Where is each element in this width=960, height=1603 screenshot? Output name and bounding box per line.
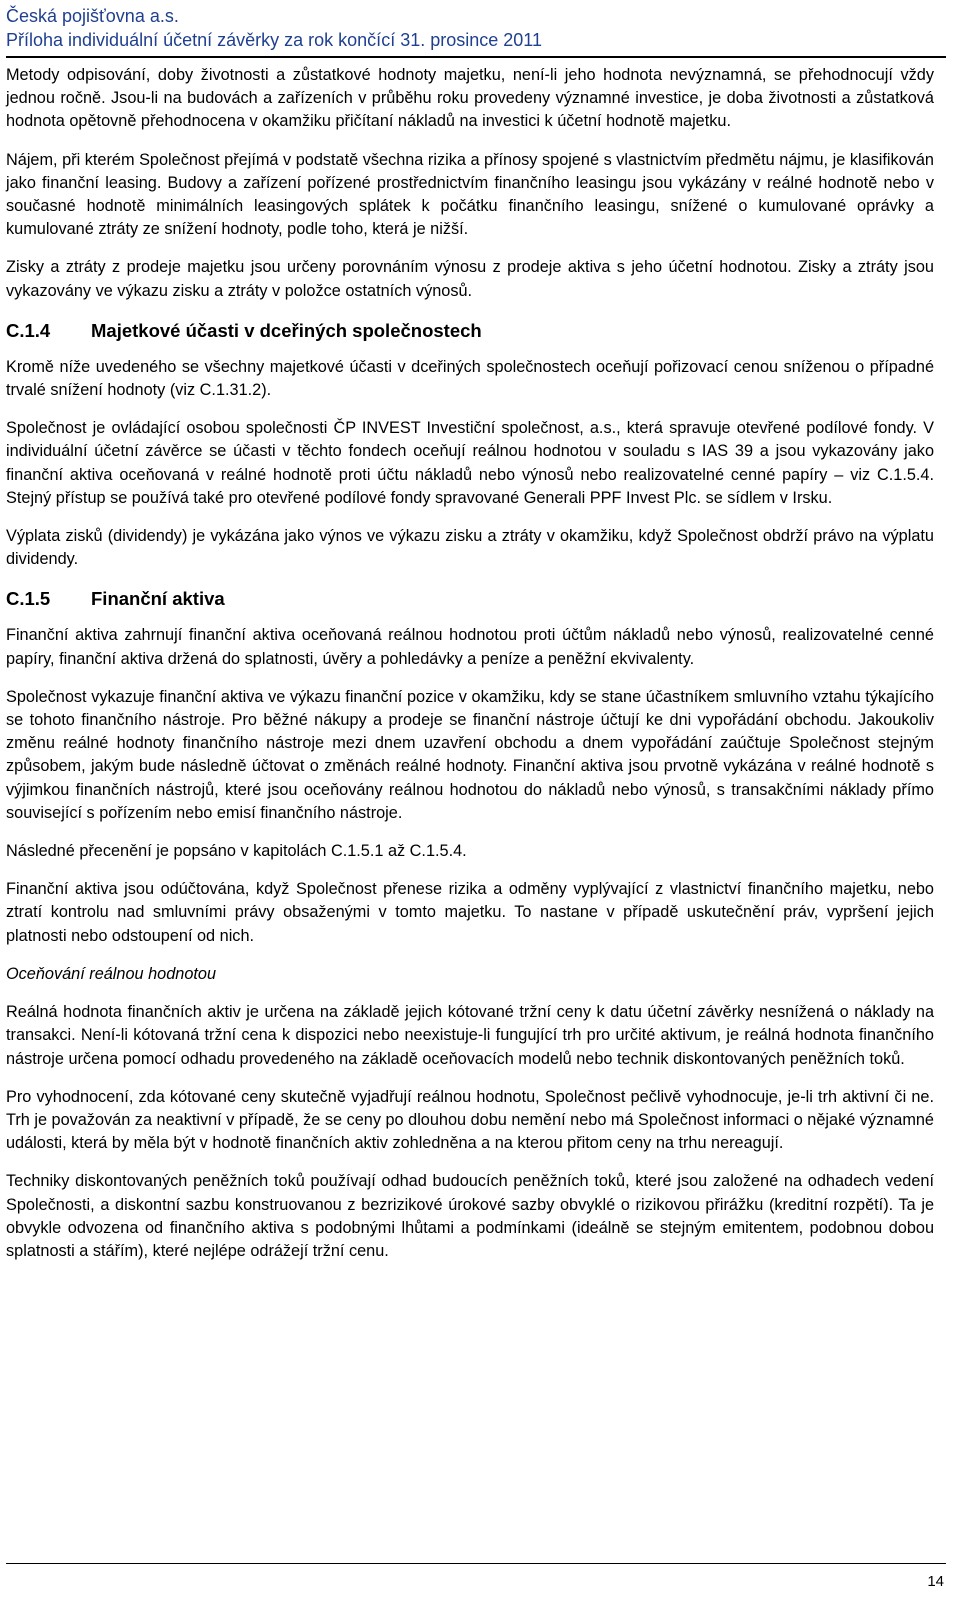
paragraph: Pro vyhodnocení, zda kótované ceny skutečně vyjadřují reálnou hodnotu, Společnost pečlivě vyhodnocuje, je-li trh aktivní či ne. Trh je považován za neaktivní v případě, že se ceny po dlouhou dobu nemění nebo má Společnost informaci o nějaké významné události, která by měla být v hodnotě finančních aktiv zohledněna a na kterou přitom ceny na trhu nereagují. [6,1087,934,1153]
subsection-heading: Oceňování reálnou hodnotou [6,964,217,983]
paragraph: Metody odpisování, doby životnosti a zůstatkové hodnoty majetku, není-li jeho hodnota nevýznamná, se přehodnocují vždy jednou ročně. Jsou-li na budovách a zařízeních v průběhu roku provedeny významné investice, je doba životnosti a zůstatková hodnota opětovně přehodnocena v okamžiku přičítaní nákladů na investici k účetní hodnotě majetku. [6,66,934,131]
paragraph: Zisky a ztráty z prodeje majetku jsou určeny porovnáním výnosu z prodeje aktiva s jeho účetní hodnotou. Zisky a ztráty jsou vykazovány ve výkazu zisku a ztráty v položce ostatních výnosů. [6,258,934,300]
header-rule [6,56,946,58]
paragraph: Finanční aktiva jsou odúčtována, když Společnost přenese rizika a odměny vyplývající z vlastnictví finančního majetku, nebo ztratí kontrolu nad smluvními právy obsaženými v tomto majetku. To nastane v případě uskutečnění práv, vypršení jejich platnosti nebo odstoupení od nich. [6,880,934,945]
paragraph: Společnost vykazuje finanční aktiva ve výkazu finanční pozice v okamžiku, kdy se stane účastníkem smluvního vztahu týkajícího se tohoto finančního nástroje. Pro běžné nákupy a prodeje se finanční nástroje účtují ke dni vypořádání obchodu. Jakoukoliv změnu reálné hodnoty finančního nástroje mezi dnem uzavření obchodu a dnem vypořádání zaúčtuje Společnost stejným způsobem, jakým bude následně účtovat o změnách reálné hodnoty. Finanční aktiva jsou prvotně vykázána v reálné hodnotě s výjimkou finančních nástrojů, které jsou oceňovány reálnou hodnotou do nákladů nebo výnosů, s transakčními náklady přímo související s pořízením nebo emisí finančního nástroje. [6,687,934,822]
paragraph: Výplata zisků (dividendy) je vykázána jako výnos ve výkazu zisku a ztráty v okamžiku, když Společnost obdrží právo na výplatu dividendy. [6,527,934,569]
paragraph: Techniky diskontovaných peněžních toků používají odhad budoucích peněžních toků, které jsou založené na odhadech vedení Společnosti, a diskontní sazbu konstruovanou z bezrizikové úrokové sazby obvyklé o rizikovou přirážku (kreditní rozpětí). Ta je obvykle odvozena od finančního aktiva s podobnými lhůtami a podmínkami (ideálně se stejným emitentem, podobnou dobou splatnosti a stářím), které nejlépe odrážejí tržní cenu. [6,1172,934,1260]
document-body [6,64,934,1278]
footer-rule [6,1563,946,1564]
paragraph: Společnost je ovládající osobou společnosti ČP INVEST Investiční společnost, a.s., která spravuje otevřené podílové fondy. V individuální účetní závěrce se účasti v těchto fondech oceňují reálnou hodnotou v souladu s IAS 39 a jsou vykazovány jako finanční aktiva oceňovaná v reálné hodnotě proti účtu nákladů nebo výnosů nebo realizovatelné cenné papíry – viz C.1.5.4. Stejný přístup se používá také pro otevřené podílové fondy spravované Generali PPF Invest Plc. se sídlem v Irsku. [6,419,934,507]
header-subtitle: Příloha individuální účetní závěrky za rok končící 31. prosince 2011 [6,30,542,50]
section-title: Finanční aktiva [91,588,225,610]
page-header [6,4,954,52]
header-company: Česká pojišťovna a.s. [6,6,179,26]
section-number: C.1.4 [6,319,51,341]
section-title: Majetkové účasti v dceřiných společnostech [91,319,482,341]
paragraph: Finanční aktiva zahrnují finanční aktiva oceňovaná reálnou hodnotou proti účtům nákladů nebo výnosů, realizovatelné cenné papíry, finanční aktiva držená do splatnosti, úvěry a pohledávky a peníze a peněžní ekvivalenty. [6,626,934,668]
paragraph: Nájem, při kterém Společnost přejímá v podstatě všechna rizika a přínosy spojené s vlastnictvím předmětu nájmu, je klasifikován jako finanční leasing. Budovy a zařízení pořízené prostřednictvím finančního leasingu jsou vykázány v reálné hodnotě nebo v současné hodnotě minimálních leasingových splátek k počátku finančního leasingu, snížené o kumulované oprávky a kumulované ztráty ze snížení hodnoty, podle toho, která je nižší. [6,150,934,239]
paragraph: Reálná hodnota finančních aktiv je určena na základě jejich kótované tržní ceny k datu účetní závěrky nesnížená o náklady na transakci. Není-li kótovaná tržní cena k dispozici nebo neexistuje-li fungující trh pro určité aktivum, je reálná hodnota finančního nástroje určena pomocí odhadu provedeného na základě oceňovacích modelů nebo technik diskontovaných peněžních toků. [6,1003,934,1068]
section-heading [6,586,934,612]
page-number: 14 [927,1573,944,1590]
section-heading [6,318,934,344]
section-number: C.1.5 [6,588,51,610]
paragraph: Následné přecenění je popsáno v kapitolách C.1.5.1 až C.1.5.4. [6,842,467,861]
paragraph: Kromě níže uvedeného se všechny majetkové účasti v dceřiných společnostech oceňují pořizovací cenou sníženou o případné trvalé snížení hodnoty (viz C.1.31.2). [6,357,934,400]
